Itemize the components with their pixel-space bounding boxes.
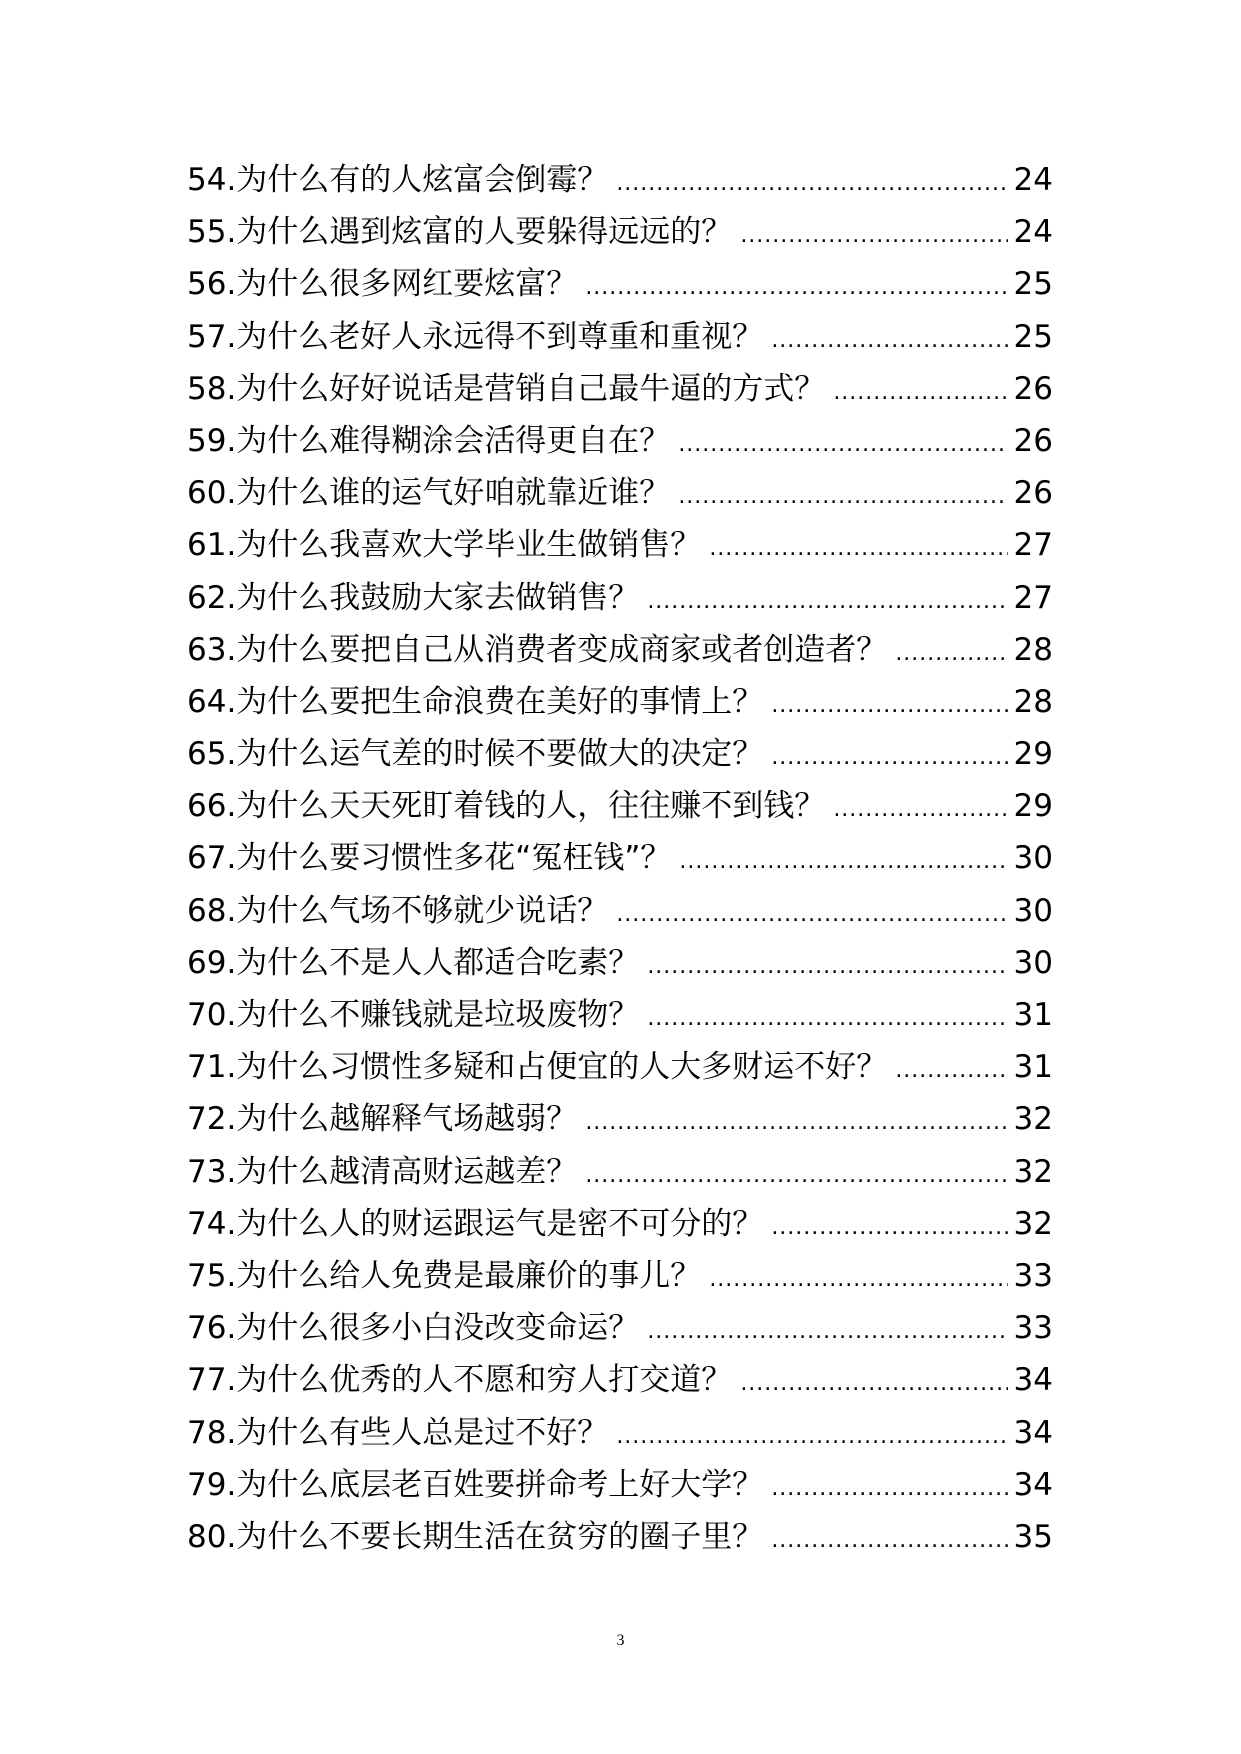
toc-entry-title: 78.为什么有些人总是过不好？ bbox=[187, 1414, 609, 1451]
toc-entry[interactable] bbox=[187, 467, 1053, 519]
toc-dot-leader bbox=[771, 1515, 1007, 1567]
toc-entry-page: 29 bbox=[1013, 736, 1053, 773]
toc-dot-leader bbox=[585, 262, 1007, 314]
toc-dot-leader bbox=[647, 1306, 1007, 1358]
toc-entry[interactable] bbox=[187, 885, 1053, 937]
toc-dot-leader bbox=[616, 889, 1007, 941]
toc-entry[interactable] bbox=[187, 206, 1053, 258]
toc-dot-leader bbox=[678, 419, 1007, 471]
toc-entry-title: 77.为什么优秀的人不愿和穷人打交道？ bbox=[187, 1362, 733, 1399]
toc-entry-title: 71.为什么习惯性多疑和占便宜的人大多财运不好？ bbox=[187, 1049, 888, 1086]
toc-entry-title: 75.为什么给人免费是最廉价的事儿？ bbox=[187, 1257, 702, 1294]
toc-entry[interactable] bbox=[187, 832, 1053, 884]
toc-entry-page: 28 bbox=[1013, 631, 1053, 668]
toc-entry[interactable] bbox=[187, 1041, 1053, 1093]
toc-entry[interactable] bbox=[187, 154, 1053, 206]
toc-entry[interactable] bbox=[187, 937, 1053, 989]
toc-entry-title: 54.为什么有的人炫富会倒霉？ bbox=[187, 162, 609, 198]
toc-dot-leader bbox=[771, 315, 1007, 367]
toc-entry-title: 59.为什么难得糊涂会活得更自在？ bbox=[187, 422, 671, 459]
toc-entry-title: 74.为什么人的财运跟运气是密不可分的？ bbox=[187, 1205, 764, 1242]
toc-entry-page: 24 bbox=[1013, 214, 1053, 251]
toc-entry[interactable] bbox=[187, 1511, 1053, 1563]
toc-entry-title: 72.为什么越解释气场越弱？ bbox=[187, 1101, 578, 1138]
toc-entry[interactable] bbox=[187, 728, 1053, 780]
toc-dot-leader bbox=[771, 1463, 1007, 1515]
toc-entry-title: 57.为什么老好人永远得不到尊重和重视？ bbox=[187, 318, 764, 355]
toc-entry-title: 55.为什么遇到炫富的人要躲得远远的？ bbox=[187, 214, 733, 251]
toc-entry-title: 61.为什么我喜欢大学毕业生做销售？ bbox=[187, 527, 702, 564]
toc-entry-page: 26 bbox=[1013, 475, 1053, 512]
toc-dot-leader bbox=[895, 1045, 1007, 1097]
toc-dot-leader bbox=[585, 1150, 1007, 1202]
toc-entry-page: 26 bbox=[1013, 370, 1053, 407]
toc-entry-page: 30 bbox=[1013, 840, 1053, 877]
toc-entry-page: 32 bbox=[1013, 1205, 1053, 1242]
toc-entry-title: 64.为什么要把生命浪费在美好的事情上？ bbox=[187, 683, 764, 720]
toc-entry[interactable] bbox=[187, 780, 1053, 832]
toc-entry-title: 69.为什么不是人人都适合吃素？ bbox=[187, 944, 640, 981]
toc-entry[interactable] bbox=[187, 363, 1053, 415]
toc-entry-title: 63.为什么要把自己从消费者变成商家或者创造者？ bbox=[187, 631, 888, 668]
toc-entry-title: 79.为什么底层老百姓要拼命考上好大学？ bbox=[187, 1466, 764, 1503]
toc-dot-leader bbox=[647, 993, 1007, 1045]
toc-entry-title: 58.为什么好好说话是营销自己最牛逼的方式？ bbox=[187, 370, 826, 407]
toc-entry[interactable] bbox=[187, 572, 1053, 624]
toc-entry-page: 34 bbox=[1013, 1362, 1053, 1399]
toc-entry[interactable] bbox=[187, 676, 1053, 728]
toc-entry-page: 25 bbox=[1013, 318, 1053, 355]
toc-entry-page: 27 bbox=[1013, 527, 1053, 564]
toc-dot-leader bbox=[678, 471, 1007, 523]
toc-dot-leader bbox=[679, 836, 1007, 888]
toc-entry-page: 34 bbox=[1013, 1466, 1053, 1503]
toc-entry-title: 76.为什么很多小白没改变命运？ bbox=[187, 1310, 640, 1347]
toc-dot-leader bbox=[709, 1254, 1007, 1306]
toc-entry-page: 24 bbox=[1013, 162, 1053, 198]
toc-dot-leader bbox=[833, 367, 1007, 419]
toc-entry-page: 26 bbox=[1013, 422, 1053, 459]
toc-entry-title: 65.为什么运气差的时候不要做大的决定？ bbox=[187, 736, 764, 773]
toc-entry[interactable] bbox=[187, 1093, 1053, 1145]
toc-entry-title: 60.为什么谁的运气好咱就靠近谁？ bbox=[187, 475, 671, 512]
toc-entry-page: 31 bbox=[1013, 1049, 1053, 1086]
toc-entry-page: 30 bbox=[1013, 892, 1053, 929]
toc-dot-leader bbox=[740, 1358, 1007, 1410]
toc-dot-leader bbox=[771, 732, 1007, 784]
toc-dot-leader bbox=[585, 1097, 1007, 1149]
toc-entry[interactable] bbox=[187, 1354, 1053, 1406]
toc-entry[interactable] bbox=[187, 1146, 1053, 1198]
page-number: 3 bbox=[616, 1632, 625, 1649]
toc-entry-title: 70.为什么不赚钱就是垃圾废物？ bbox=[187, 997, 640, 1033]
toc-entry-page: 30 bbox=[1013, 944, 1053, 981]
toc-entry-page: 34 bbox=[1013, 1414, 1053, 1451]
toc-entry-page: 32 bbox=[1013, 1101, 1053, 1138]
toc-entry[interactable] bbox=[187, 1198, 1053, 1250]
toc-entry[interactable] bbox=[187, 415, 1053, 467]
toc-entry-title: 66.为什么天天死盯着钱的人，往往赚不到钱？ bbox=[187, 788, 826, 825]
toc-dot-leader bbox=[771, 1202, 1007, 1254]
toc-entry-title: 56.为什么很多网红要炫富？ bbox=[187, 266, 578, 303]
toc-entry-title: 73.为什么越清高财运越差？ bbox=[187, 1153, 578, 1190]
toc-dot-leader bbox=[709, 523, 1007, 575]
toc-dot-leader bbox=[647, 941, 1007, 993]
toc-entry-page: 29 bbox=[1013, 788, 1053, 825]
toc-entry[interactable] bbox=[187, 989, 1053, 1041]
toc-entry-page: 27 bbox=[1013, 579, 1053, 616]
toc-entry[interactable] bbox=[187, 624, 1053, 676]
toc-entry-title: 68.为什么气场不够就少说话？ bbox=[187, 892, 609, 929]
toc-entry-page: 28 bbox=[1013, 683, 1053, 720]
toc-entry-page: 33 bbox=[1013, 1257, 1053, 1294]
toc-dot-leader bbox=[647, 576, 1007, 628]
toc-dot-leader bbox=[616, 158, 1007, 210]
toc-entry[interactable] bbox=[187, 1459, 1053, 1511]
table-of-contents bbox=[187, 154, 1053, 1563]
toc-entry[interactable] bbox=[187, 519, 1053, 571]
toc-dot-leader bbox=[740, 210, 1007, 262]
toc-dot-leader bbox=[833, 784, 1007, 836]
toc-entry[interactable] bbox=[187, 311, 1053, 363]
toc-entry[interactable] bbox=[187, 1250, 1053, 1302]
toc-entry[interactable] bbox=[187, 1407, 1053, 1459]
toc-entry-title: 80.为什么不要长期生活在贫穷的圈子里？ bbox=[187, 1518, 764, 1555]
toc-entry[interactable] bbox=[187, 1302, 1053, 1354]
toc-entry-title: 67.为什么要习惯性多花“冤枉钱”？ bbox=[187, 840, 672, 877]
toc-entry-page: 25 bbox=[1013, 266, 1053, 303]
toc-entry-page: 32 bbox=[1013, 1153, 1053, 1190]
toc-entry-title: 62.为什么我鼓励大家去做销售？ bbox=[187, 579, 640, 616]
toc-entry-page: 31 bbox=[1013, 997, 1053, 1033]
toc-dot-leader bbox=[895, 628, 1007, 680]
toc-entry-page: 35 bbox=[1013, 1518, 1053, 1555]
toc-dot-leader bbox=[616, 1411, 1007, 1463]
toc-dot-leader bbox=[771, 680, 1007, 732]
toc-entry-page: 33 bbox=[1013, 1310, 1053, 1347]
toc-entry[interactable] bbox=[187, 258, 1053, 310]
